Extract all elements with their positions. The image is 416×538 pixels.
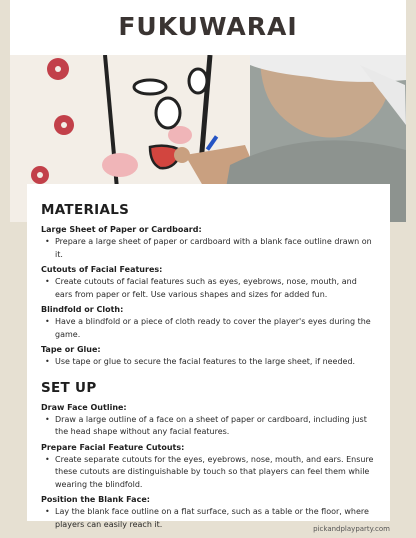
setup-item-title: Position the Blank Face:: [41, 495, 150, 504]
page-title: FUKUWARAI: [118, 12, 298, 41]
setup-heading: SET UP: [41, 379, 97, 396]
materials-heading: MATERIALS: [41, 202, 130, 218]
setup-item-title: Draw Face Outline:: [41, 402, 127, 412]
setup-item-text: • Draw a large outline of a face on a sheet of paper or cardboard, including just the head shape without any facial features.: [41, 414, 376, 439]
materials-item-title: Blindfold or Cloth:: [41, 305, 124, 314]
title-band: [10, 0, 406, 55]
setup-item-text: • Create separate cutouts for the eyes, eyebrows, nose, mouth, and ears. Ensure these cutouts are distinguishable by touch so that players can feel them while wearing the blindfold.: [41, 454, 376, 492]
materials-item-title: Cutouts of Facial Features:: [41, 265, 163, 274]
setup-item-text: • Lay the blank face outline on a flat surface, such as a table or the floor, where players can easily reach it.: [41, 506, 376, 531]
materials-item-text: • Create cutouts of facial features such as eyes, eyebrows, nose, mouth, and ears from paper or felt. Use various shapes and sizes for added fun.: [41, 276, 376, 301]
materials-item-text: • Use tape or glue to secure the facial features to the large sheet, if needed.: [41, 356, 376, 369]
materials-item-title: Tape or Glue:: [41, 345, 101, 354]
footer-url[interactable]: pickandplayparty.com: [313, 525, 390, 533]
setup-item-title: Prepare Facial Feature Cutouts:: [41, 442, 185, 452]
materials-item-text: • Prepare a large sheet of paper or cardboard with a blank face outline drawn on it.: [41, 236, 376, 261]
materials-item-text: • Have a blindfold or a piece of cloth ready to cover the player's eyes during the game.: [41, 316, 376, 341]
materials-item-title: Large Sheet of Paper or Cardboard:: [41, 225, 202, 234]
